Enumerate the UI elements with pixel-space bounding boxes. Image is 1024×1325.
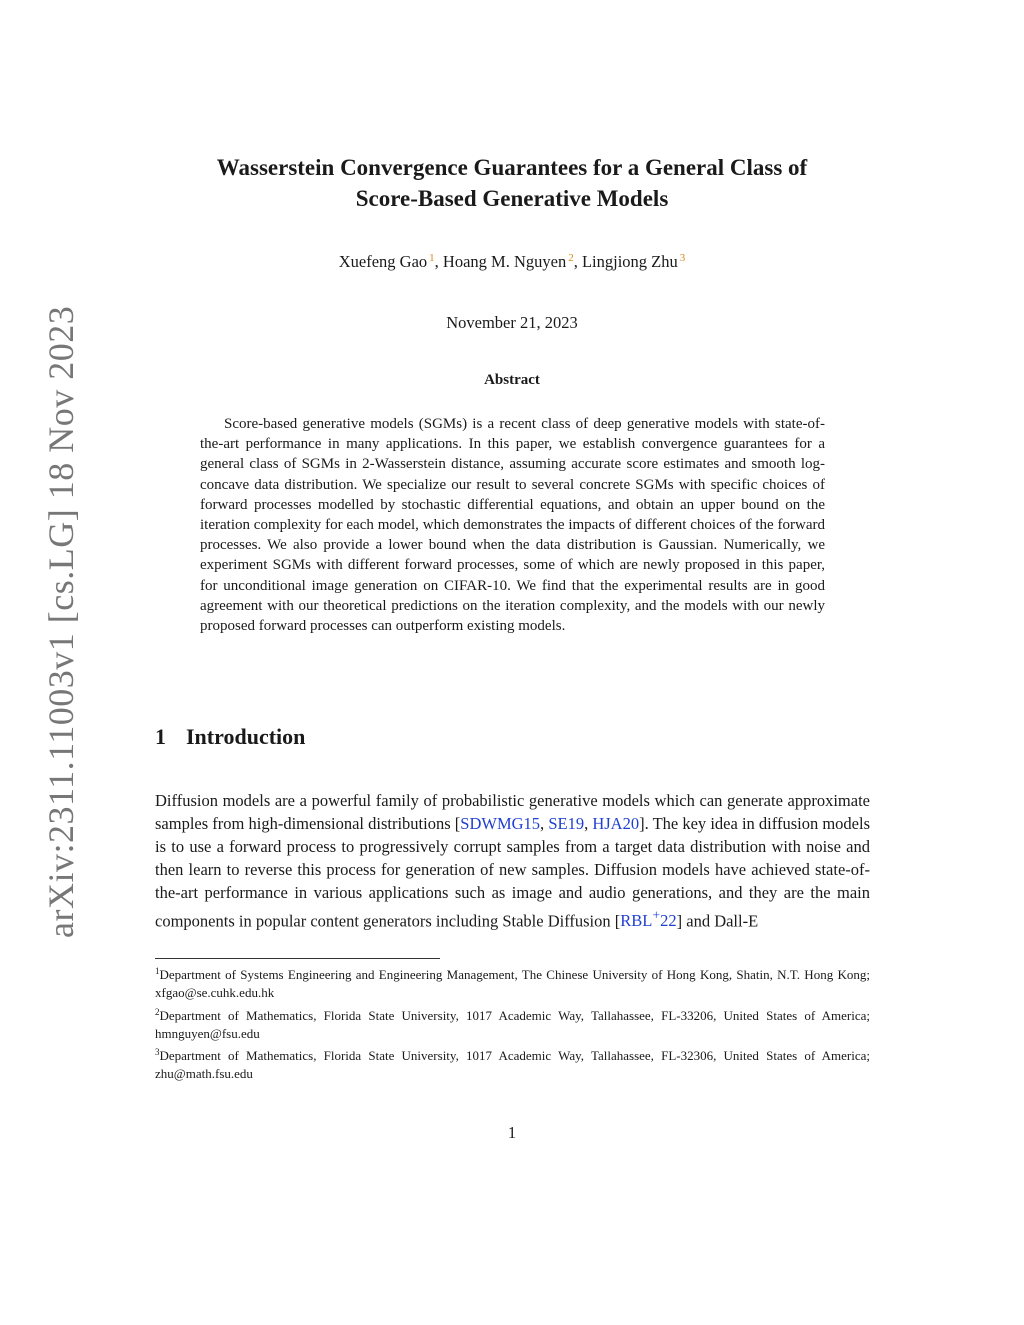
section-number: 1: [155, 724, 166, 749]
footnote-text: Department of Systems Engineering and Engineering Management, The Chinese University of Hong Kong, Shatin, N.T. Hong Kong; xfgao@se.cuhk.edu.hk: [155, 967, 870, 1001]
footnote: [155, 1043, 870, 1084]
citation-separator: ,: [584, 813, 593, 833]
abstract-body: Score-based generative models (SGMs) is a recent class of deep generative models with state-of-the-art performance in many applications. In this paper, we establish convergence guarantees for a general class of SGMs in 2-Wasserstein distance, assuming accurate score estimates and smooth log-concave data distribution. We specialize our result to several concrete SGMs with specific choices of forward processes modelled by stochastic differential equations, and obtain an upper bound on the iteration complexity for each model, which demonstrates the impacts of different choices of the forward processes. We also provide a lower bound when the data distribution is Gaussian. Numerically, we experiment SGMs with different forward processes, some of which are newly proposed in this paper, for unconditional image generation on CIFAR-10. We find that the experimental results are in good agreement with our theoretical predictions on the iteration complexity, and the models with our newly proposed forward processes can outperform existing models.: [200, 416, 825, 635]
intro-text: Diffusion models are a powerful family of probabilistic generative models which can generate approximate samples from high-dimensional distributions [: [155, 791, 870, 833]
footnote-number: 1: [155, 966, 160, 976]
publication-date: November 21, 2023: [446, 313, 578, 332]
citation-link[interactable]: SDWMG15: [460, 813, 541, 833]
intro-text: ] and Dall-E: [676, 911, 759, 931]
section-title: Introduction: [186, 724, 306, 749]
footnote-number: 2: [155, 1006, 160, 1017]
footnote: [155, 962, 870, 1003]
section-heading: [155, 724, 305, 750]
citation-year: 22: [660, 911, 677, 931]
footnote-text: Department of Mathematics, Florida State University, 1017 Academic Way, Tallahassee, FL-32306, United States of America; zhu@math.fsu.edu: [155, 1048, 870, 1082]
author-name: Xuefeng Gao: [338, 252, 428, 271]
footnote-number: 3: [155, 1047, 160, 1058]
citation-key: RBL: [620, 911, 653, 931]
intro-paragraph: [155, 790, 870, 933]
title-line-2: Score-Based Generative Models: [355, 186, 669, 211]
footnotes: [155, 962, 870, 1084]
footnote: [155, 1003, 870, 1044]
author-name: Lingjiong Zhu: [581, 252, 678, 271]
title-line-1: Wasserstein Convergence Guarantees for a General Class of: [216, 155, 808, 180]
citation-separator: ,: [540, 813, 549, 833]
intro-text: ]. The key idea in diffusion models is to use a forward process to progressively corrupt samples from a target data distribution with noise and then learn to reverse this process for generation of new samples. Diffusion models have achieved state-of-the-art performance in various applications such as image and audio generations, and they are the main components in popular content generators including Stable Diffusion [: [155, 813, 871, 931]
paper-title: [140, 152, 884, 214]
citation-link[interactable]: HJA20: [592, 813, 640, 833]
affiliation-link[interactable]: 3: [679, 252, 686, 264]
citation-link[interactable]: [620, 907, 677, 931]
citation-link[interactable]: SE19: [548, 813, 585, 833]
citation-superscript: +: [652, 907, 661, 923]
author-list: Xuefeng Gao $^1$, Hoang M. Nguyen $^2$, Lingjiong Zhu $^3$: [338, 252, 686, 271]
affiliation-link[interactable]: 1: [429, 252, 435, 264]
affiliation-link[interactable]: 2: [568, 252, 574, 264]
author-name: Hoang M. Nguyen: [442, 252, 567, 271]
page-number: 1: [507, 1123, 517, 1142]
footnote-rule: [155, 958, 440, 959]
arxiv-stamp: arXiv:2311.11003v1 [cs.LG] 18 Nov 2023: [41, 305, 81, 938]
abstract-heading: Abstract: [484, 372, 540, 388]
footnote-text: Department of Mathematics, Florida State University, 1017 Academic Way, Tallahassee, FL-33206, United States of America; hmnguyen@fsu.edu: [155, 1007, 870, 1041]
